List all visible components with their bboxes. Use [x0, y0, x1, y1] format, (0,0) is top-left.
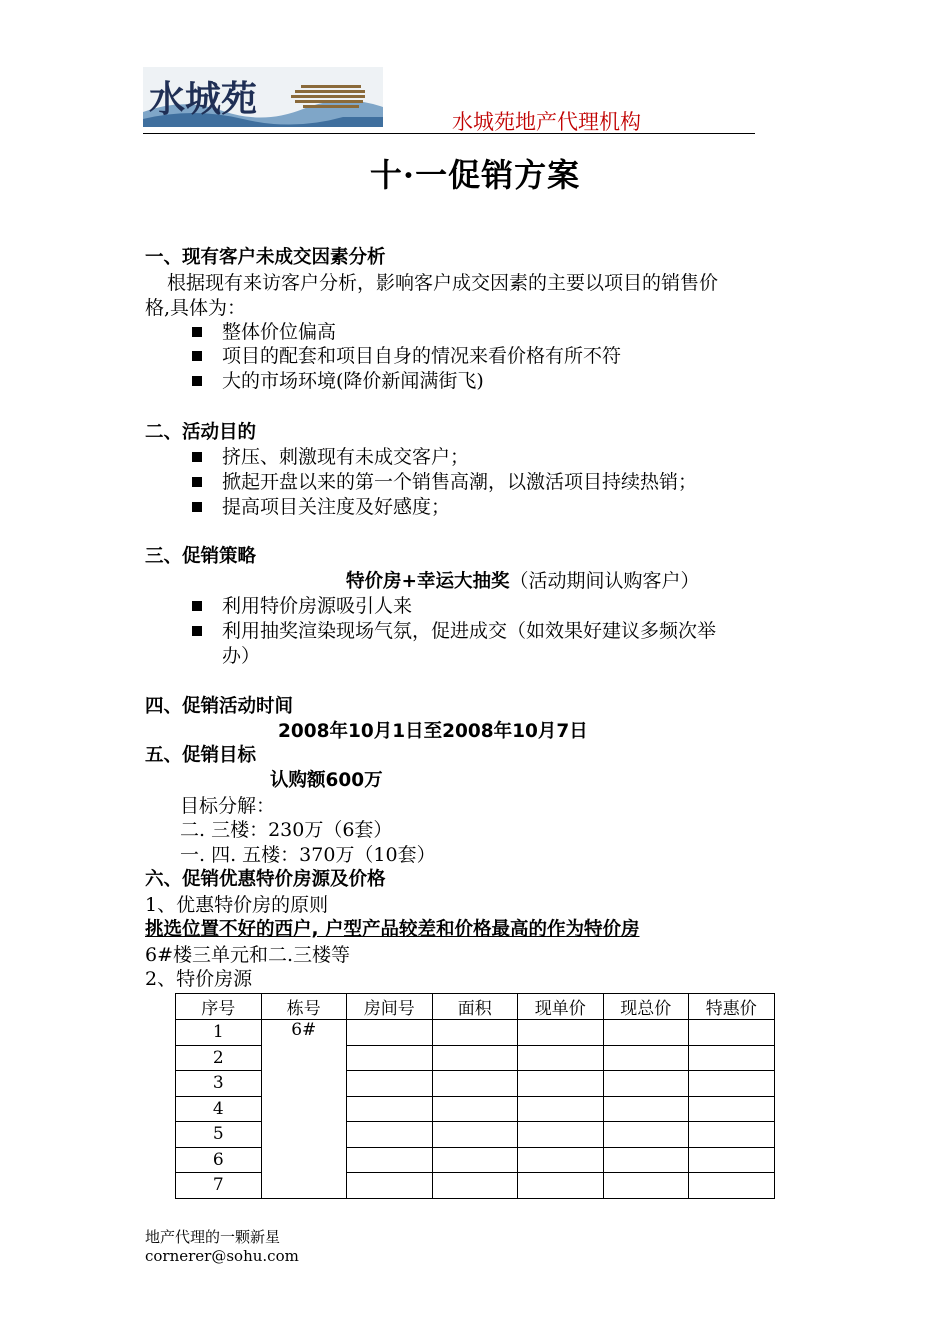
header-divider [143, 133, 755, 134]
table-cell [347, 1122, 433, 1148]
target-breakdown-item: 二. 三楼：230万（6套） [180, 819, 393, 841]
row-number-cell: 7 [176, 1173, 262, 1199]
logo-graphic [143, 67, 383, 127]
table-cell [518, 1071, 604, 1097]
section1-bullet: 整体价位偏高 [222, 321, 337, 343]
table-cell [603, 1147, 689, 1173]
table-header-cell: 房间号 [347, 994, 433, 1020]
section3-heading: 三、促销策略 [145, 546, 257, 567]
table-cell [347, 1147, 433, 1173]
special-price-scope: 6#楼三单元和二.三楼等 [145, 944, 351, 966]
table-header-cell: 序号 [176, 994, 262, 1020]
section3-bullet-continuation: 办） [222, 645, 261, 667]
table-cell [432, 1122, 518, 1148]
section3-bullet: 利用抽奖渲染现场气氛，促进成交（如效果好建议多频次举 [222, 620, 717, 642]
bullet-square-icon [192, 452, 202, 462]
table-cell [689, 1096, 775, 1122]
section2-bullet: 掀起开盘以来的第一个销售高潮，以激活项目持续热销； [222, 471, 698, 493]
table-header-cell: 面积 [432, 994, 518, 1020]
bullet-square-icon [192, 626, 202, 636]
section1-heading: 一、现有客户未成交因素分析 [145, 247, 386, 268]
table-cell [689, 1071, 775, 1097]
footer-email: cornerer@sohu.com [145, 1247, 299, 1265]
table-cell [603, 1173, 689, 1199]
row-number-cell: 6 [176, 1147, 262, 1173]
table-cell [603, 1045, 689, 1071]
table-cell [432, 1020, 518, 1046]
strategy-line [346, 569, 700, 595]
special-price-principle: 挑选位置不好的西户, 户型产品较差和价格最高的作为特价房 [145, 919, 640, 940]
section2-heading: 二、活动目的 [145, 422, 257, 443]
row-number-cell: 4 [176, 1096, 262, 1122]
section3-bullet: 利用特价房源吸引人来 [222, 595, 413, 617]
table-header-cell: 特惠价 [689, 994, 775, 1020]
bullet-square-icon [192, 376, 202, 386]
table-cell [603, 1020, 689, 1046]
special-price-table [175, 993, 775, 1199]
table-cell [347, 1045, 433, 1071]
section6-heading: 六、促销优惠特价房源及价格 [145, 869, 386, 890]
table-cell [432, 1045, 518, 1071]
table-row [176, 1020, 775, 1046]
row-number-cell: 3 [176, 1071, 262, 1097]
section5-heading: 五、促销目标 [145, 745, 257, 766]
strategy-bold: 特价房+幸运大抽奖 [346, 571, 510, 592]
table-cell [518, 1045, 604, 1071]
table-cell [518, 1122, 604, 1148]
section1-bullet: 项目的配套和项目自身的情况来看价格有所不符 [222, 345, 622, 367]
building-cell: 6# [261, 1020, 347, 1199]
table-cell [689, 1045, 775, 1071]
table-header-cell: 现单价 [518, 994, 604, 1020]
table-cell [347, 1096, 433, 1122]
bullet-square-icon [192, 351, 202, 361]
table-cell [432, 1173, 518, 1199]
section6-sub2: 2、特价房源 [145, 968, 253, 990]
table-cell [603, 1122, 689, 1148]
bullet-square-icon [192, 601, 202, 611]
target-breakdown-label: 目标分解： [180, 795, 276, 817]
table-cell [518, 1147, 604, 1173]
footer-slogan: 地产代理的一颗新星 [145, 1228, 281, 1246]
table-cell [347, 1020, 433, 1046]
table-cell [689, 1173, 775, 1199]
bullet-square-icon [192, 502, 202, 512]
row-number-cell: 2 [176, 1045, 262, 1071]
section1-paragraph-line1: 根据现有来访客户分析，影响客户成交因素的主要以项目的销售价 [167, 272, 719, 294]
page-title: 十·一促销方案 [369, 156, 581, 194]
table-cell [347, 1173, 433, 1199]
strategy-note: （活动期间认购客户） [509, 570, 700, 592]
table-cell [689, 1122, 775, 1148]
section6-sub1: 1、优惠特价房的原则 [145, 894, 329, 916]
table-header-row [176, 994, 775, 1020]
table-cell [347, 1071, 433, 1097]
section2-bullet: 挤压、刺激现有未成交客户； [222, 446, 470, 468]
table-cell [689, 1020, 775, 1046]
table-cell [432, 1071, 518, 1097]
sales-target: 认购额600万 [270, 770, 383, 791]
section1-paragraph-line2: 格,具体为： [145, 297, 247, 319]
table-cell [518, 1096, 604, 1122]
section4-heading: 四、促销活动时间 [145, 696, 294, 717]
row-number-cell: 1 [176, 1020, 262, 1046]
company-logo [143, 67, 383, 127]
section2-bullet: 提高项目关注度及好感度； [222, 496, 451, 518]
promotion-time: 2008年10月1日至2008年10月7日 [278, 721, 588, 742]
table-cell [603, 1096, 689, 1122]
row-number-cell: 5 [176, 1122, 262, 1148]
table-cell [518, 1020, 604, 1046]
svg-text:水城苑: 水城苑 [149, 79, 258, 120]
bullet-square-icon [192, 327, 202, 337]
target-breakdown-item: 一. 四. 五楼：370万（10套） [180, 844, 436, 866]
organization-name: 水城苑地产代理机构 [452, 110, 641, 134]
table-cell [603, 1071, 689, 1097]
table-cell [689, 1147, 775, 1173]
table-header-cell: 现总价 [603, 994, 689, 1020]
bullet-square-icon [192, 477, 202, 487]
section1-bullet: 大的市场环境(降价新闻满街飞) [222, 370, 484, 392]
table-header-cell: 栋号 [261, 994, 347, 1020]
table-cell [518, 1173, 604, 1199]
table-cell [432, 1096, 518, 1122]
table-cell [432, 1147, 518, 1173]
